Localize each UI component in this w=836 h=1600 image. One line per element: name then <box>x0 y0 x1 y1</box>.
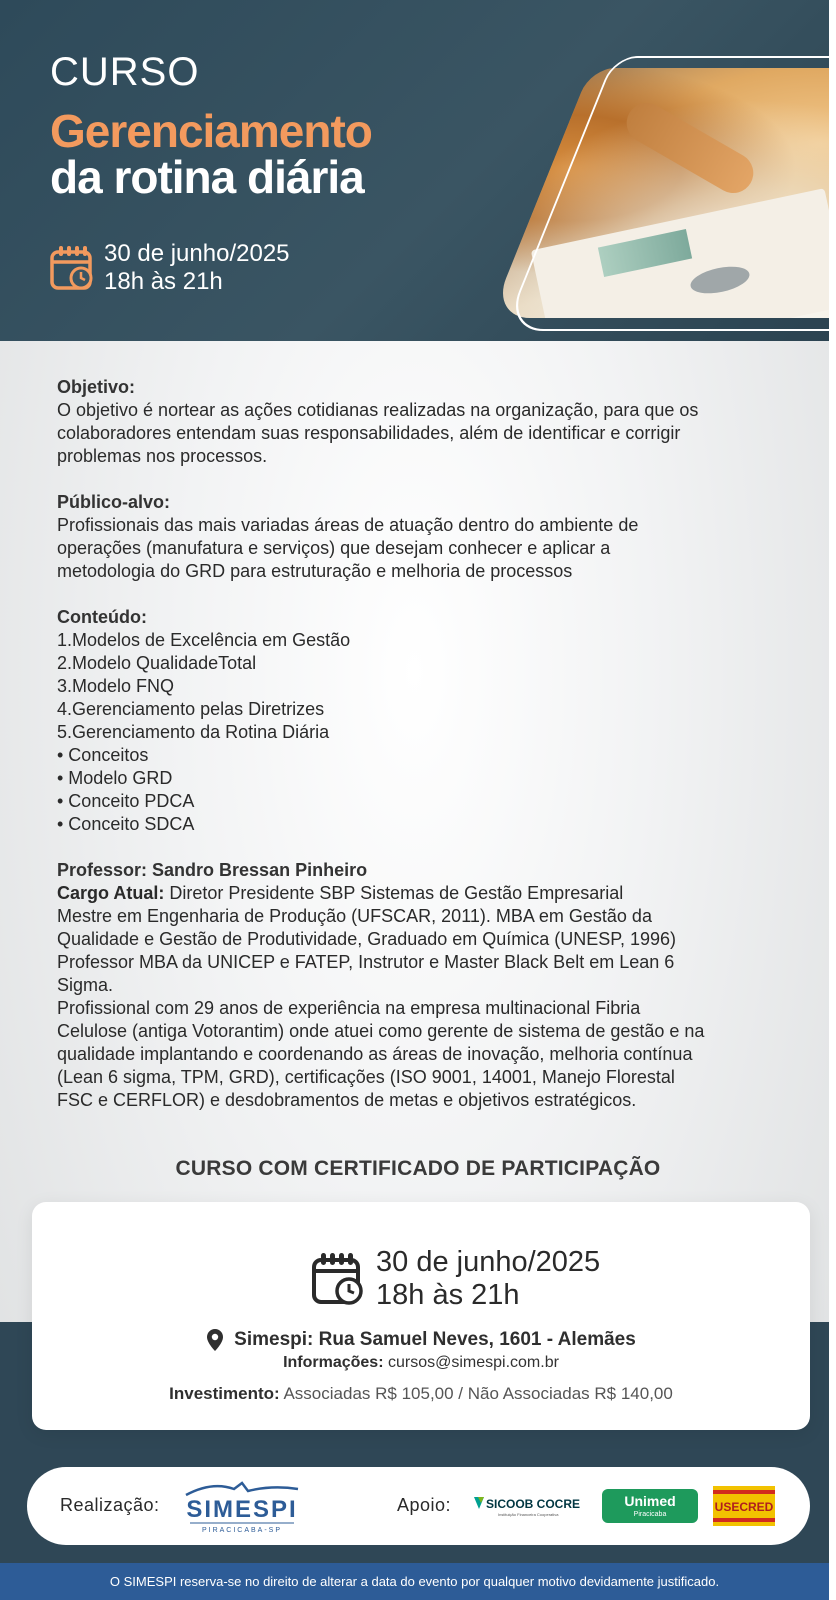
publico-title: Público-alvo: <box>57 492 171 512</box>
course-description <box>57 376 776 1135</box>
card-time: 18h às 21h <box>376 1279 520 1311</box>
usecred-wordmark: USECRED <box>714 1500 774 1514</box>
header-date-block <box>50 240 290 296</box>
certificate-notice: CURSO COM CERTIFICADO DE PARTICIPAÇÃO <box>175 1157 661 1180</box>
conteudo-item: • Conceito SDCA <box>57 814 195 834</box>
info-label: Informações: <box>283 1354 384 1371</box>
cargo-value: Diretor Presidente SBP Sistemas de Gestão Empresarial <box>164 883 624 903</box>
contact-email[interactable]: cursos@simespi.com.br <box>383 1354 559 1371</box>
bio-line: Sigma. <box>57 975 114 995</box>
bio-line: Celulose (antiga Votorantim) onde atuei como gerente de sistema de gestão e na <box>57 1021 705 1041</box>
course-title-line2: da rotina diária <box>50 151 364 203</box>
objetivo-title: Objetivo: <box>57 377 136 397</box>
bio-line: FSC e CERFLOR) e desdobramentos de metas e objetivos estratégicos. <box>57 1090 637 1110</box>
conteudo-item: 5.Gerenciamento da Rotina Diária <box>57 722 330 742</box>
conteudo-item: • Modelo GRD <box>57 768 173 788</box>
conteudo-title: Conteúdo: <box>57 607 147 627</box>
publico-section <box>57 491 776 583</box>
apoio-label: Apoio: <box>397 1495 452 1515</box>
contact-info <box>32 1354 810 1372</box>
conteudo-item: 2.Modelo QualidadeTotal <box>57 653 257 673</box>
conteudo-item: • Conceito PDCA <box>57 791 195 811</box>
calendar-clock-icon <box>312 1251 364 1307</box>
objetivo-line: O objetivo é nortear as ações cotidianas realizadas na organização, para que os <box>57 400 699 420</box>
objetivo-section <box>57 376 776 468</box>
sicoob-name: SICOOB COCRE <box>486 1497 581 1511</box>
publico-line: Profissionais das mais variadas áreas de atuação dentro do ambiente de <box>57 515 639 535</box>
sponsor-bar <box>27 1467 810 1545</box>
unimed-logo <box>602 1489 698 1523</box>
publico-line: metodologia do GRD para estruturação e melhoria de processos <box>57 561 573 581</box>
realizacao-label: Realização: <box>60 1495 160 1515</box>
cargo-label: Cargo Atual: <box>57 883 165 903</box>
sicoob-sub: Instituição Financeira Cooperativa <box>498 1512 559 1517</box>
conteudo-item: • Conceitos <box>57 745 149 765</box>
conteudo-section <box>57 606 776 836</box>
course-title-line1: Gerenciamento <box>50 105 372 157</box>
bio-line: Mestre em Engenharia de Produção (UFSCAR, 2011). MBA em Gestão da <box>57 906 652 926</box>
bio-line: (Lean 6 sigma, TPM, GRD), certificações (ISO 9001, 14001, Manejo Florestal <box>57 1067 675 1087</box>
location-pin-icon <box>206 1328 224 1352</box>
card-date: 30 de junho/2025 <box>376 1246 601 1278</box>
event-address <box>32 1328 810 1352</box>
conteudo-item: 4.Gerenciamento pelas Diretrizes <box>57 699 325 719</box>
conteudo-item: 3.Modelo FNQ <box>57 676 175 696</box>
investment-info <box>32 1384 810 1404</box>
usecred-logo <box>713 1486 775 1526</box>
professor-section <box>57 859 776 1112</box>
investment-value: Associadas R$ 105,00 / Não Associadas R$ 140,00 <box>279 1384 673 1403</box>
unimed-city: Piracicaba <box>633 1511 667 1518</box>
header-time: 18h às 21h <box>104 268 223 295</box>
calendar-clock-icon <box>50 244 94 292</box>
card-date-block <box>312 1246 600 1312</box>
sicoob-logo <box>472 1491 582 1521</box>
footer-disclaimer: O SIMESPI reserva-se no direito de alterar a data do evento por qualquer motivo devidamente justificado. <box>0 1563 829 1600</box>
simespi-city: PIRACICABA-SP <box>201 1527 283 1534</box>
simespi-logo <box>182 1477 302 1535</box>
publico-line: operações (manufatura e serviços) que desejam conhecer e aplicar a <box>57 538 611 558</box>
course-label: CURSO <box>50 50 200 94</box>
unimed-name: Unimed <box>624 1493 676 1509</box>
address-text: Simespi: Rua Samuel Neves, 1601 - Alemães <box>234 1329 636 1350</box>
bio-line: Qualidade e Gestão de Produtividade, Graduado em Química (UNESP, 1996) <box>57 929 677 949</box>
bio-line: qualidade implantando e coordenando as áreas de inovação, melhoria contínua <box>57 1044 693 1064</box>
event-info-card <box>32 1202 810 1430</box>
bio-line: Profissional com 29 anos de experiência na empresa multinacional Fibria <box>57 998 641 1018</box>
header-banner <box>0 0 829 341</box>
bio-line: Professor MBA da UNICEP e FATEP, Instrutor e Master Black Belt em Lean 6 <box>57 952 675 972</box>
objetivo-line: problemas nos processos. <box>57 446 268 466</box>
objetivo-line: colaboradores entendam suas responsabilidades, além de identificar e corrigir <box>57 423 681 443</box>
header-date: 30 de junho/2025 <box>104 240 290 267</box>
investment-label: Investimento: <box>169 1384 280 1403</box>
conteudo-item: 1.Modelos de Excelência em Gestão <box>57 630 351 650</box>
professor-name: Professor: Sandro Bressan Pinheiro <box>57 860 368 880</box>
simespi-wordmark: SIMESPI <box>186 1496 298 1523</box>
